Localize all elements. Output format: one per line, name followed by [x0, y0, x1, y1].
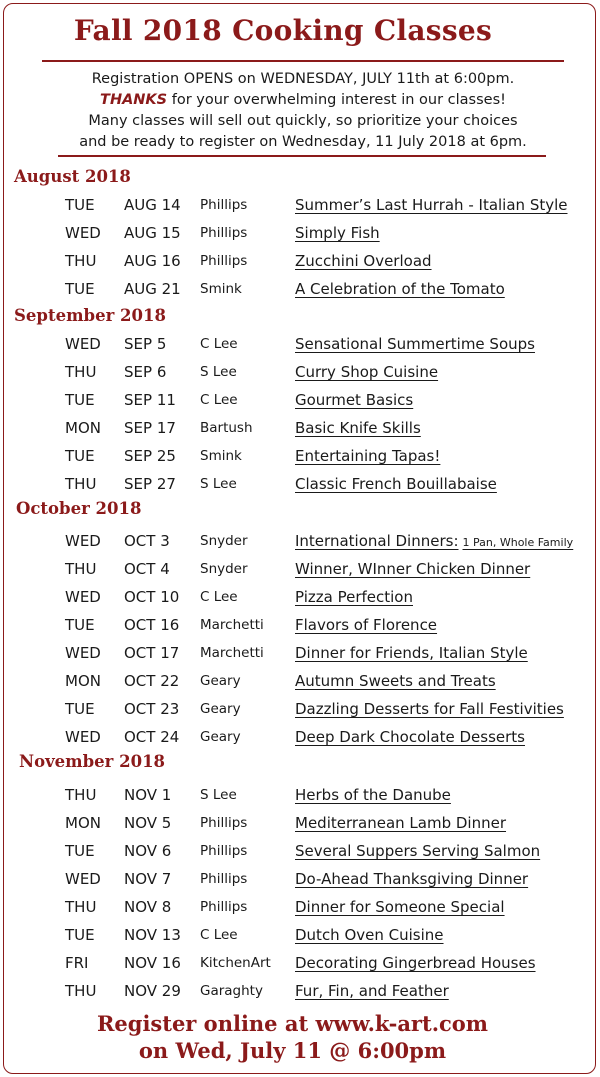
class-title-link[interactable] — [295, 588, 413, 606]
class-title-text: Curry Shop Cuisine — [295, 363, 439, 381]
class-title-link[interactable] — [295, 419, 421, 437]
class-instructor: Geary — [200, 729, 241, 745]
class-instructor: Geary — [200, 701, 241, 717]
class-title-text: Entertaining Tapas! — [295, 447, 441, 465]
footer-line-1[interactable]: Register online at www.k-art.com — [96, 1011, 489, 1036]
class-row — [0, 784, 600, 812]
title-divider — [42, 60, 564, 62]
class-day: THU — [65, 560, 97, 578]
class-instructor: Phillips — [200, 899, 248, 915]
class-title-text: Herbs of the Danube — [295, 786, 451, 804]
class-instructor: Phillips — [200, 843, 248, 859]
class-row — [0, 642, 600, 670]
class-title-text: Dutch Oven Cuisine — [295, 926, 444, 944]
class-date: SEP 27 — [124, 475, 176, 493]
class-date: AUG 15 — [124, 224, 181, 242]
class-instructor: Smink — [200, 281, 242, 297]
class-date: AUG 16 — [124, 252, 181, 270]
class-day: THU — [65, 252, 97, 270]
month-heading: September 2018 — [14, 306, 166, 325]
class-instructor: Bartush — [200, 420, 253, 436]
class-date: OCT 10 — [124, 588, 180, 606]
class-row — [0, 445, 600, 473]
class-day: MON — [65, 419, 101, 437]
class-title-link[interactable] — [295, 870, 528, 888]
class-row — [0, 250, 600, 278]
class-day: THU — [65, 786, 97, 804]
class-row — [0, 558, 600, 586]
class-title-link[interactable] — [295, 560, 530, 578]
class-instructor: Geary — [200, 673, 241, 689]
class-day: WED — [65, 644, 101, 662]
class-title-link[interactable] — [295, 447, 440, 465]
class-title-text: A Celebration of the Tomato — [295, 280, 505, 298]
class-title-text: Sensational Summertime Soups — [295, 335, 535, 353]
class-title-text: Pizza Perfection — [295, 588, 413, 606]
class-instructor: Marchetti — [200, 645, 264, 661]
class-date: OCT 4 — [124, 560, 170, 578]
class-row — [0, 278, 600, 306]
class-instructor: S Lee — [200, 476, 237, 492]
class-row — [0, 194, 600, 222]
register-footer — [0, 1010, 585, 1064]
class-title-link[interactable] — [295, 954, 536, 972]
class-title-text: Gourmet Basics — [295, 391, 414, 409]
class-day: WED — [65, 870, 101, 888]
class-row — [0, 840, 600, 868]
class-row — [0, 980, 600, 1008]
month-heading: November 2018 — [19, 752, 166, 771]
class-title-link[interactable] — [295, 224, 380, 242]
class-row — [0, 698, 600, 726]
notice-line-2 — [45, 90, 561, 111]
class-instructor: S Lee — [200, 787, 237, 803]
class-date: NOV 13 — [124, 926, 181, 944]
class-day: MON — [65, 814, 101, 832]
class-day: FRI — [65, 954, 89, 972]
class-date: NOV 16 — [124, 954, 181, 972]
class-row — [0, 868, 600, 896]
notice-line-1: Registration OPENS on WEDNESDAY, JULY 11th at 6:00pm. — [91, 71, 515, 87]
class-title-link[interactable] — [295, 644, 528, 662]
class-date: OCT 3 — [124, 532, 170, 550]
registration-notice — [45, 69, 561, 153]
class-row — [0, 389, 600, 417]
class-instructor: C Lee — [200, 392, 238, 408]
class-instructor: Smink — [200, 448, 242, 464]
class-title-link[interactable] — [295, 391, 413, 409]
footer-line-2: on Wed, July 11 @ 6:00pm — [138, 1038, 447, 1063]
class-title-text: Winner, WInner Chicken Dinner — [295, 560, 531, 578]
class-row — [0, 952, 600, 980]
class-row — [0, 361, 600, 389]
class-day: THU — [65, 982, 97, 1000]
class-title-text: Mediterranean Lamb Dinner — [295, 814, 507, 832]
class-title-link[interactable] — [295, 280, 505, 298]
class-title-text: Simply Fish — [295, 224, 380, 242]
class-row — [0, 924, 600, 952]
class-title-link[interactable] — [295, 252, 432, 270]
class-instructor: Phillips — [200, 815, 248, 831]
class-instructor: KitchenArt — [200, 955, 271, 971]
class-title-link[interactable] — [295, 363, 438, 381]
class-title-link[interactable] — [295, 196, 568, 214]
class-title-link[interactable] — [295, 898, 505, 916]
class-title-text: Dinner for Friends, Italian Style — [295, 644, 528, 662]
class-date: SEP 25 — [124, 447, 176, 465]
class-row — [0, 670, 600, 698]
class-title-text: Autumn Sweets and Treats — [295, 672, 496, 690]
class-title-text: Do-Ahead Thanksgiving Dinner — [295, 870, 529, 888]
class-title-link[interactable] — [295, 475, 497, 493]
class-row — [0, 614, 600, 642]
class-row — [0, 586, 600, 614]
class-date: OCT 22 — [124, 672, 180, 690]
class-title-link[interactable] — [295, 728, 525, 746]
class-row — [0, 812, 600, 840]
page-title: Fall 2018 Cooking Classes — [73, 14, 493, 47]
class-day: WED — [65, 588, 101, 606]
class-title-text: Classic French Bouillabaise — [295, 475, 497, 493]
class-instructor: Snyder — [200, 561, 248, 577]
class-title-text: Several Suppers Serving Salmon — [295, 842, 541, 860]
class-instructor: C Lee — [200, 336, 238, 352]
class-instructor: C Lee — [200, 589, 238, 605]
class-row — [0, 473, 600, 501]
month-heading: October 2018 — [16, 499, 142, 518]
class-title-text: International Dinners: — [295, 532, 459, 550]
class-title-link[interactable] — [295, 672, 496, 690]
class-day: WED — [65, 224, 101, 242]
class-date: OCT 16 — [124, 616, 180, 634]
class-title-link[interactable] — [295, 532, 573, 550]
class-row — [0, 530, 600, 558]
class-row — [0, 222, 600, 250]
class-day: TUE — [65, 926, 95, 944]
class-title-text: Flavors of Florence — [295, 616, 438, 634]
class-date: OCT 24 — [124, 728, 180, 746]
class-date: NOV 7 — [124, 870, 172, 888]
class-day: TUE — [65, 447, 95, 465]
month-heading: August 2018 — [14, 167, 131, 186]
class-title-text: Fur, Fin, and Feather — [295, 982, 449, 1000]
class-day: THU — [65, 475, 97, 493]
class-day: THU — [65, 363, 97, 381]
class-instructor: Snyder — [200, 533, 248, 549]
class-instructor: Marchetti — [200, 617, 264, 633]
class-title-link[interactable] — [295, 982, 449, 1000]
class-date: NOV 5 — [124, 814, 172, 832]
class-date: OCT 17 — [124, 644, 180, 662]
class-day: TUE — [65, 842, 95, 860]
class-day: THU — [65, 898, 97, 916]
class-date: NOV 6 — [124, 842, 172, 860]
class-instructor: Phillips — [200, 253, 248, 269]
class-row — [0, 726, 600, 754]
class-day: MON — [65, 672, 101, 690]
class-title-text: Basic Knife Skills — [295, 419, 421, 437]
class-date: OCT 23 — [124, 700, 180, 718]
class-date: SEP 5 — [124, 335, 167, 353]
class-date: AUG 14 — [124, 196, 181, 214]
class-instructor: Garaghty — [200, 983, 263, 999]
class-title-text: Dazzling Desserts for Fall Festivities — [295, 700, 564, 718]
class-title-text: Deep Dark Chocolate Desserts — [295, 728, 525, 746]
class-title-text: Zucchini Overload — [295, 252, 432, 270]
class-row — [0, 417, 600, 445]
class-title-link[interactable] — [295, 335, 535, 353]
class-title-link[interactable] — [295, 926, 444, 944]
class-day: WED — [65, 728, 101, 746]
class-date: SEP 17 — [124, 419, 176, 437]
class-title-link[interactable] — [295, 842, 540, 860]
class-subtitle: 1 Pan, Whole Family — [462, 536, 574, 549]
class-date: NOV 1 — [124, 786, 172, 804]
class-row — [0, 896, 600, 924]
notice-divider — [58, 155, 546, 157]
notice-line-3: Many classes will sell out quickly, so prioritize your choices — [88, 113, 518, 129]
class-title-link[interactable] — [295, 700, 564, 718]
class-date: NOV 8 — [124, 898, 172, 916]
class-day: TUE — [65, 616, 95, 634]
class-date: AUG 21 — [124, 280, 181, 298]
class-day: WED — [65, 335, 101, 353]
class-instructor: Phillips — [200, 871, 248, 887]
class-title-text: Summer’s Last Hurrah - Italian Style — [295, 196, 568, 214]
class-day: TUE — [65, 196, 95, 214]
class-instructor: Phillips — [200, 197, 248, 213]
class-row — [0, 333, 600, 361]
class-day: TUE — [65, 700, 95, 718]
class-date: NOV 29 — [124, 982, 181, 1000]
notice-line-2-rest: for your overwhelming interest in our classes! — [167, 92, 506, 108]
class-title-link[interactable] — [295, 814, 506, 832]
class-day: TUE — [65, 280, 95, 298]
class-title-text: Dinner for Someone Special — [295, 898, 505, 916]
class-date: SEP 6 — [124, 363, 167, 381]
class-instructor: S Lee — [200, 364, 237, 380]
class-title-text: Decorating Gingerbread Houses — [295, 954, 536, 972]
class-day: WED — [65, 532, 101, 550]
thanks-emphasis: THANKS — [100, 92, 168, 108]
class-title-link[interactable] — [295, 616, 437, 634]
class-date: SEP 11 — [124, 391, 176, 409]
class-day: TUE — [65, 391, 95, 409]
class-instructor: C Lee — [200, 927, 238, 943]
class-title-link[interactable] — [295, 786, 451, 804]
class-instructor: Phillips — [200, 225, 248, 241]
notice-line-4: and be ready to register on Wednesday, 11 July 2018 at 6pm. — [79, 134, 527, 150]
